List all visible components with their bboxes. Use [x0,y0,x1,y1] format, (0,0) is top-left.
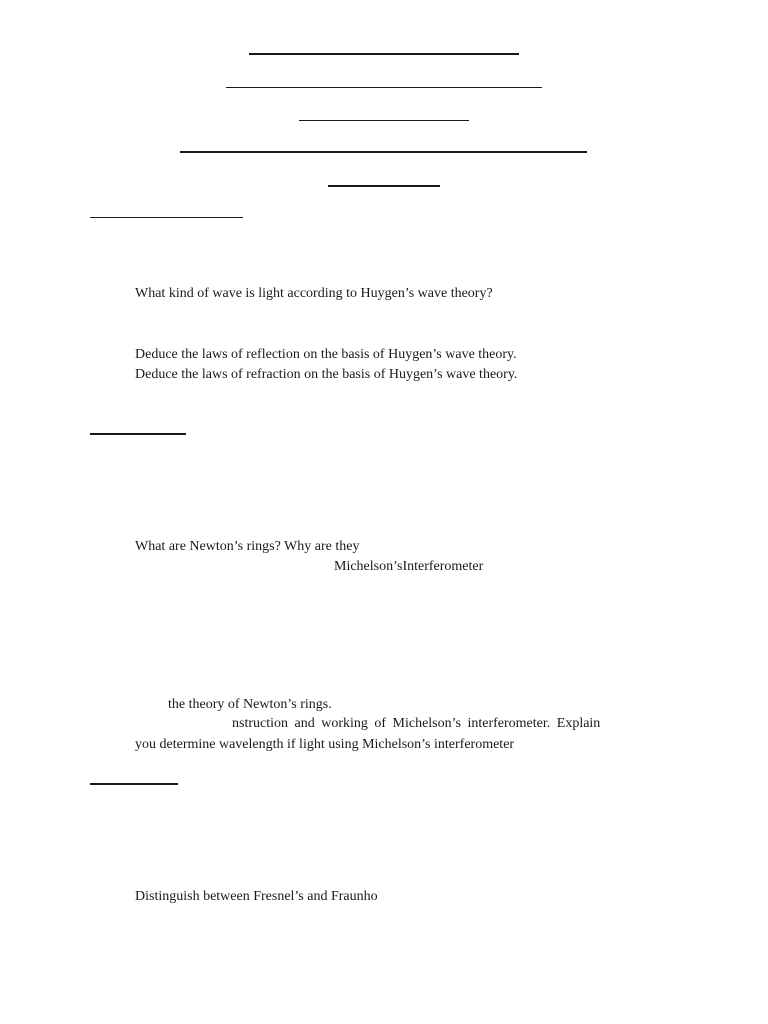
section-3-heading-underline [90,783,178,785]
section-2-heading-underline [90,433,186,435]
header-rule-2 [226,87,542,88]
unit1-question-1: What kind of wave is light according to Huygen’s wave theory? [135,286,493,301]
unit1-question-3: Deduce the laws of refraction on the basis of Huygen’s wave theory. [135,367,518,382]
unit3-question-1: Distinguish between Fresnel’s and Fraunho [135,889,378,904]
header-rule-1 [249,53,519,55]
unit2-question-2: the theory of Newton’s rings. [168,697,332,712]
unit2-question-3: nstruction and working of Michelson’s interferometer. Explain [232,716,601,731]
section-1-heading-underline [90,217,243,218]
unit2-question-1: What are Newton’s rings? Why are they [135,539,360,554]
header-rule-3 [299,120,469,121]
header-rule-4 [180,151,587,153]
unit2-question-1-fragment: Michelson’sInterferometer [334,559,484,574]
header-rule-5 [328,185,440,187]
unit2-question-4: you determine wavelength if light using Michelson’s interferometer [135,737,515,752]
unit1-question-2: Deduce the laws of reflection on the basis of Huygen’s wave theory. [135,347,517,362]
